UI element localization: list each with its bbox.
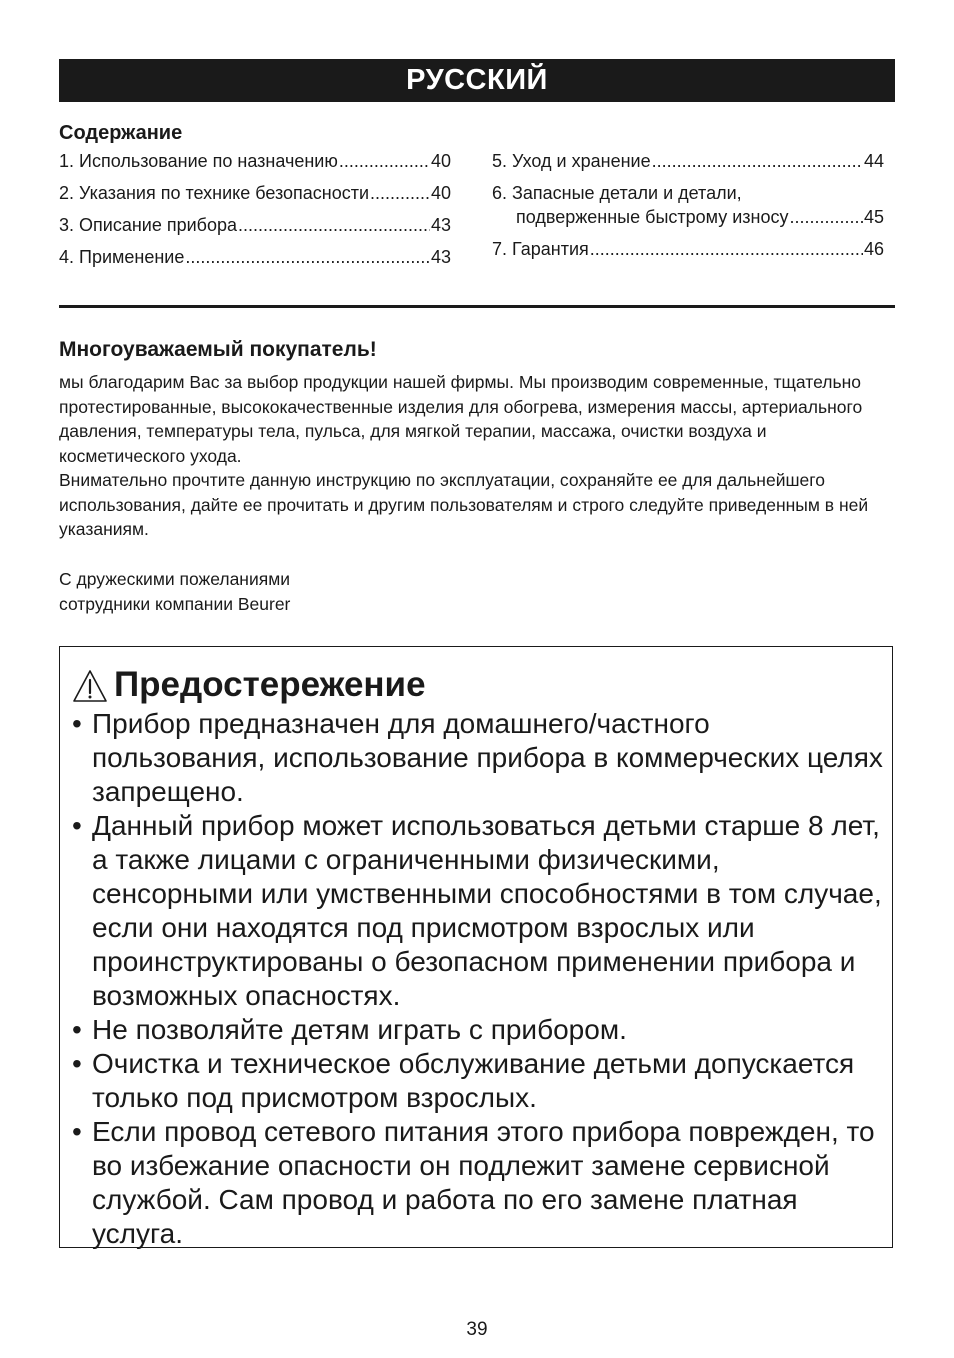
toc-right-column (492, 149, 884, 269)
page-number: 39 (466, 1319, 488, 1340)
warning-item-text: Не позволяйте детям играть с прибором. (92, 1014, 627, 1045)
toc-entry-title: 2. Указания по технике безопасности (59, 183, 370, 203)
greeting-heading: Многоуважаемый покупатель! (59, 338, 377, 361)
toc-entry-continuation (492, 205, 884, 229)
toc-entry-title-continued: подверженные быстрому износу (516, 207, 789, 227)
warning-item-text: Прибор предназначен для домашнего/частного пользования, использование прибора в коммерческих целях запрещено. (92, 708, 883, 807)
warning-item-text: Очистка и техническое обслуживание детьми допускается только под присмотром взрослых. (92, 1048, 855, 1113)
toc-entry-page: 44 (863, 151, 884, 171)
warning-list (72, 707, 884, 1251)
warning-box (59, 646, 893, 1248)
toc-entry[interactable] (59, 149, 451, 173)
toc-dot-leader (339, 149, 430, 173)
toc-dot-leader (789, 205, 862, 229)
intro-text (59, 370, 895, 542)
toc-entry-title: 5. Уход и хранение (492, 151, 651, 171)
toc-entry-page: 43 (430, 247, 451, 267)
toc-entry-page: 40 (430, 151, 451, 171)
toc-entry-page: 46 (863, 239, 884, 259)
bullet-icon: • (72, 810, 82, 841)
warning-item-text: Данный прибор может использоваться детьми старше 8 лет, а также лицами с ограниченными физическими, сенсорными или умственными способностями в том случае, если они находятся под присмотром взрослых или проинструктированы о безопасном применении прибора и возможных опасностях. (92, 810, 882, 1011)
toc-dot-leader (370, 181, 430, 205)
toc-entry-title: 7. Гарантия (492, 239, 589, 259)
toc-entry[interactable] (59, 213, 451, 237)
toc-entry-title: 3. Описание прибора (59, 215, 237, 235)
warning-item (72, 1013, 884, 1047)
bullet-icon: • (72, 1048, 82, 1079)
toc-entry-title: 6. Запасные детали и детали, (492, 183, 742, 203)
signoff-line: сотрудники компании Beurer (59, 593, 291, 614)
toc-entry-title: 4. Применение (59, 247, 185, 267)
toc-entry[interactable] (59, 181, 451, 205)
bullet-icon: • (72, 1116, 82, 1147)
warning-item (72, 707, 884, 809)
toc-dot-leader (238, 213, 430, 237)
toc-entry-page: 40 (430, 183, 451, 203)
intro-paragraph: Внимательно прочтите данную инструкцию по эксплуатации, сохраняйте ее для дальнейшего использования, дайте ее прочитать и другим пользователям и строго следуйте приведенным в ней указаниям. (59, 470, 869, 539)
toc-heading: Содержание (59, 122, 183, 144)
toc-entry-page: 43 (430, 215, 451, 235)
bullet-icon: • (72, 708, 82, 739)
warning-triangle-icon (72, 668, 108, 702)
toc-entry[interactable] (492, 237, 884, 261)
warning-title (72, 661, 426, 709)
warning-item-text: Если провод сетевого питания этого прибора поврежден, то во избежание опасности он подлежит замене сервисной службой. Сам провод и работа по его замене платная услуга. (92, 1116, 875, 1249)
bullet-icon: • (72, 1014, 82, 1045)
signoff-line: С дружескими пожеланиями (59, 569, 291, 589)
warning-title-text: Предостережение (114, 665, 426, 704)
section-divider (59, 305, 895, 308)
toc-entry-title: 1. Использование по назначению (59, 151, 338, 171)
toc-dot-leader (652, 149, 863, 173)
signoff (59, 567, 659, 616)
toc-entry[interactable] (492, 181, 884, 229)
warning-item (72, 809, 884, 1013)
toc-left-column (59, 149, 451, 277)
toc-entry[interactable] (492, 149, 884, 173)
intro-paragraph: мы благодарим Вас за выбор продукции нашей фирмы. Мы производим современные, тщательно протестированные, высококачественные изделия для обогрева, измерения массы, артериального давления, температуры тела, пульса, для мягкой терапии, массажа, очистки воздуха и косметического ухода. (59, 372, 863, 466)
toc-entry-page: 45 (863, 207, 884, 227)
warning-item (72, 1047, 884, 1115)
language-banner: РУССКИЙ (59, 59, 895, 102)
toc-dot-leader (185, 245, 430, 269)
toc-entry[interactable] (59, 245, 451, 269)
warning-item (72, 1115, 884, 1251)
toc-dot-leader (590, 237, 863, 261)
